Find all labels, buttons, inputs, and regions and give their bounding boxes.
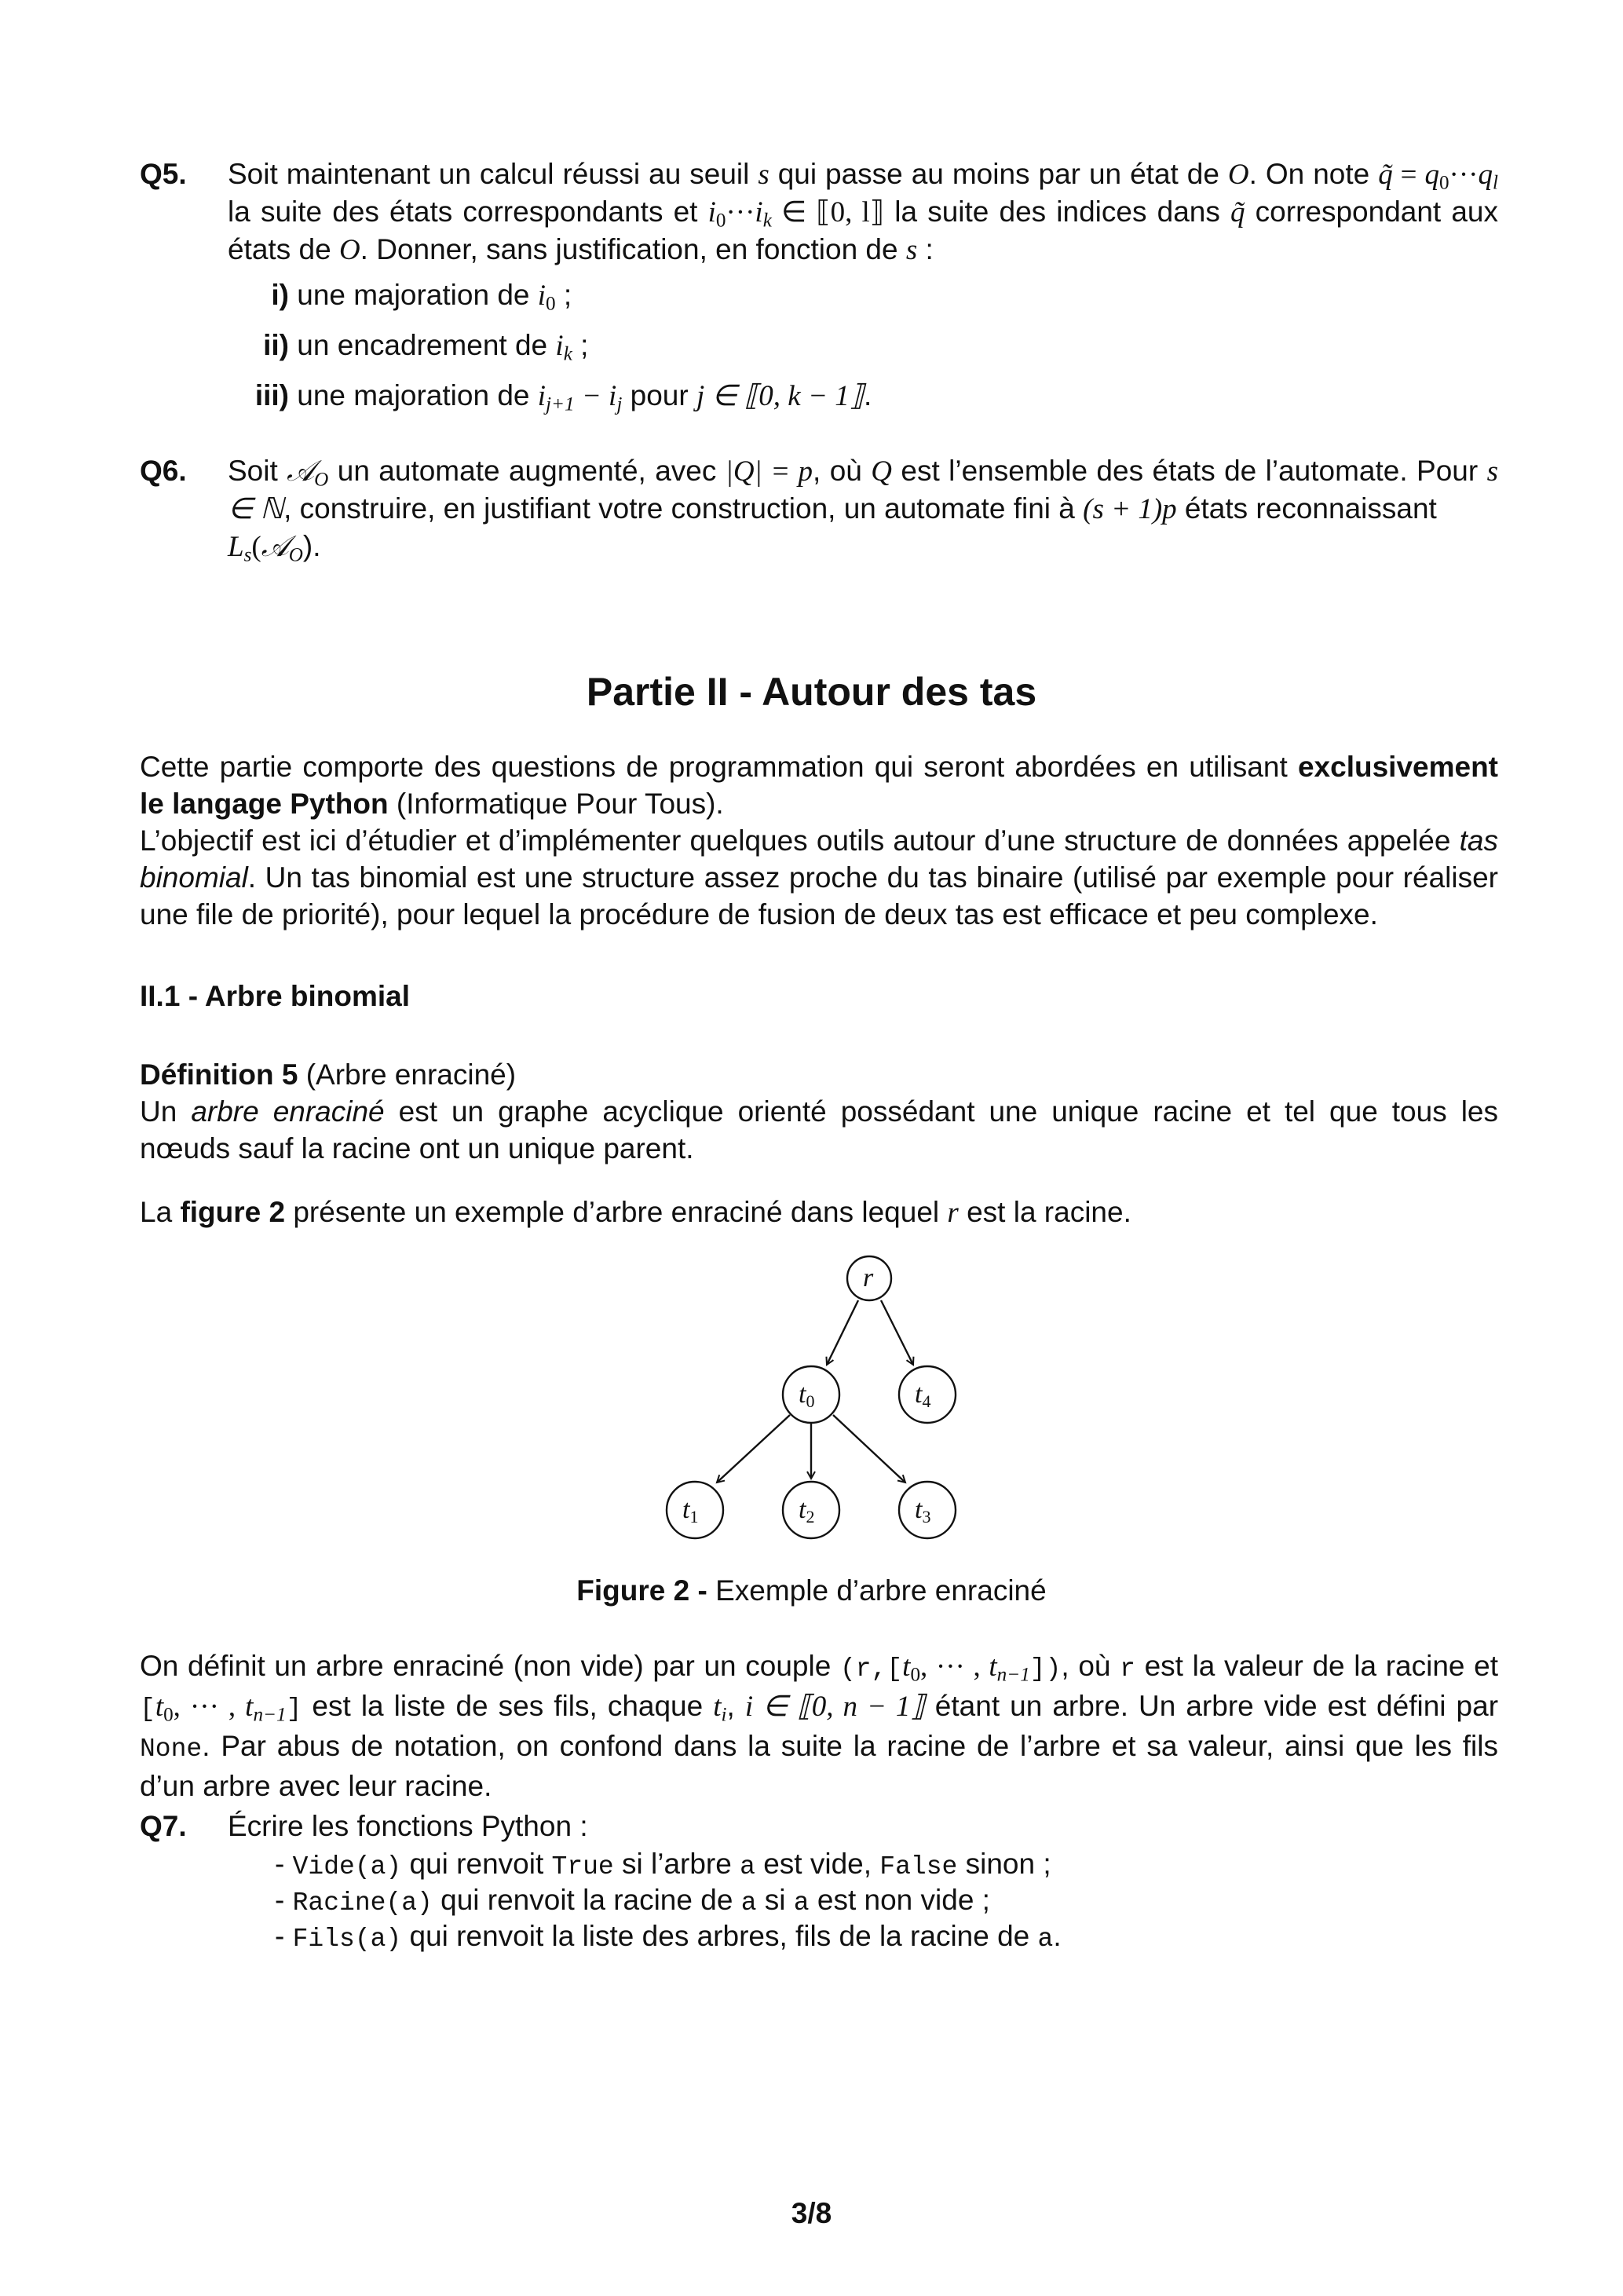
tree-diagram [644,1241,997,1555]
svg-text:t3: t3 [915,1495,931,1526]
svg-text:r: r [863,1263,874,1292]
svg-text:t4: t4 [915,1380,931,1411]
question-label: Q6. [140,455,187,487]
svg-text:t1: t1 [682,1495,699,1526]
question-label: Q5. [140,158,187,190]
list-item: - Vide(a) qui renvoit True si l’arbre a est vide, False sinon ; [275,1848,1051,1881]
list-item: - Fils(a) qui renvoit la liste des arbres, fils de la racine de a. [275,1920,1062,1954]
tree-definition-paragraph: On définit un arbre enraciné (non vide) par un couple ($r,[t_0$, ··· , $t_{n-1}$]), où r est la valeur de la racine et [$t_0$, ··· , $t_{n-1}$] est la liste de ses fils, chaque $t_i$, i ∈ ⟦0, n − 1⟧ étant un arbre. Un arbre vide est défini par None. Par abus de notation, on confond dans la suite la racine de l’arbre et sa valeur, ainsi que les fils d’un arbre avec leur racine. [140,1650,1499,1802]
q7-function-list [275,1845,1062,1954]
section-title: II.1 - Arbre binomial [140,980,411,1012]
subitem-iii: iii) une majoration de $i_{j+1} - i_j$ pour j ∈ ⟦0, k − 1⟧. [254,379,872,415]
question-text: Écrire les fonctions Python : [228,1810,588,1842]
part-title: Partie II - Autour des tas [586,670,1037,714]
q5-subitems [228,276,872,427]
question-q7 [140,1808,1498,1844]
question-text: Soit 𝒜$_O$ un automate augmenté, avec |Q| = p, où Q est l’ensemble des états de l’automate. Pour s ∈ ℕ, construire, en justifiant votre construction, un automate fini à (s + 1)p états reconnaissant $L_s(𝒜_O)$. [228,455,1499,566]
question-label: Q7. [140,1810,187,1842]
intro-paragraph: Cette partie comporte des questions de programmation qui seront abordées en utilisant exclusivement le langage Python (Informatique Pour Tous). L’objectif est ici d’étudier et d’implémenter quelques outils autour d’une structure de données appelée tas binomial. Un tas binomial est une structure assez proche du tas binaire (utilisé par exemple pour réaliser une file de priorité), pour lequel la procédure de fusion de deux tas est efficace et peu complexe. [140,751,1498,930]
figure-reference: La figure 2 présente un exemple d’arbre enraciné dans lequel r est la racine. [140,1196,1131,1229]
svg-text:t0: t0 [799,1380,815,1411]
question-text: Soit maintenant un calcul réussi au seuil s qui passe au moins par un état de O. On note q̃ = $q_0\cdot\cdot\cdot q_l$ la suite des états correspondants et $i_0\cdot\cdot\cdot i_k$ ∈ ⟦0, l⟧ la suite des indices dans q̃ correspondant aux états de O. Donner, sans justification, en fonction de s : [228,158,1499,266]
svg-text:t2: t2 [799,1495,815,1526]
figure-caption: Figure 2 - Exemple d’arbre enraciné [576,1574,1047,1607]
list-item: - Racine(a) qui renvoit la racine de a si a est non vide ; [275,1884,990,1918]
subitem-ii: ii) un encadrement de $i_k$ ; [263,329,589,365]
question-q5 [140,155,1498,269]
definition-5: Définition 5 (Arbre enraciné) Un arbre enraciné est un graphe acyclique orienté possédant une unique racine et tel que tous les nœuds sauf la racine ont un unique parent. [140,1058,1498,1164]
subitem-i: i) une majoration de $i_0$ ; [271,279,572,315]
page-number: 3/8 [791,2197,832,2229]
question-q6 [140,452,1498,565]
